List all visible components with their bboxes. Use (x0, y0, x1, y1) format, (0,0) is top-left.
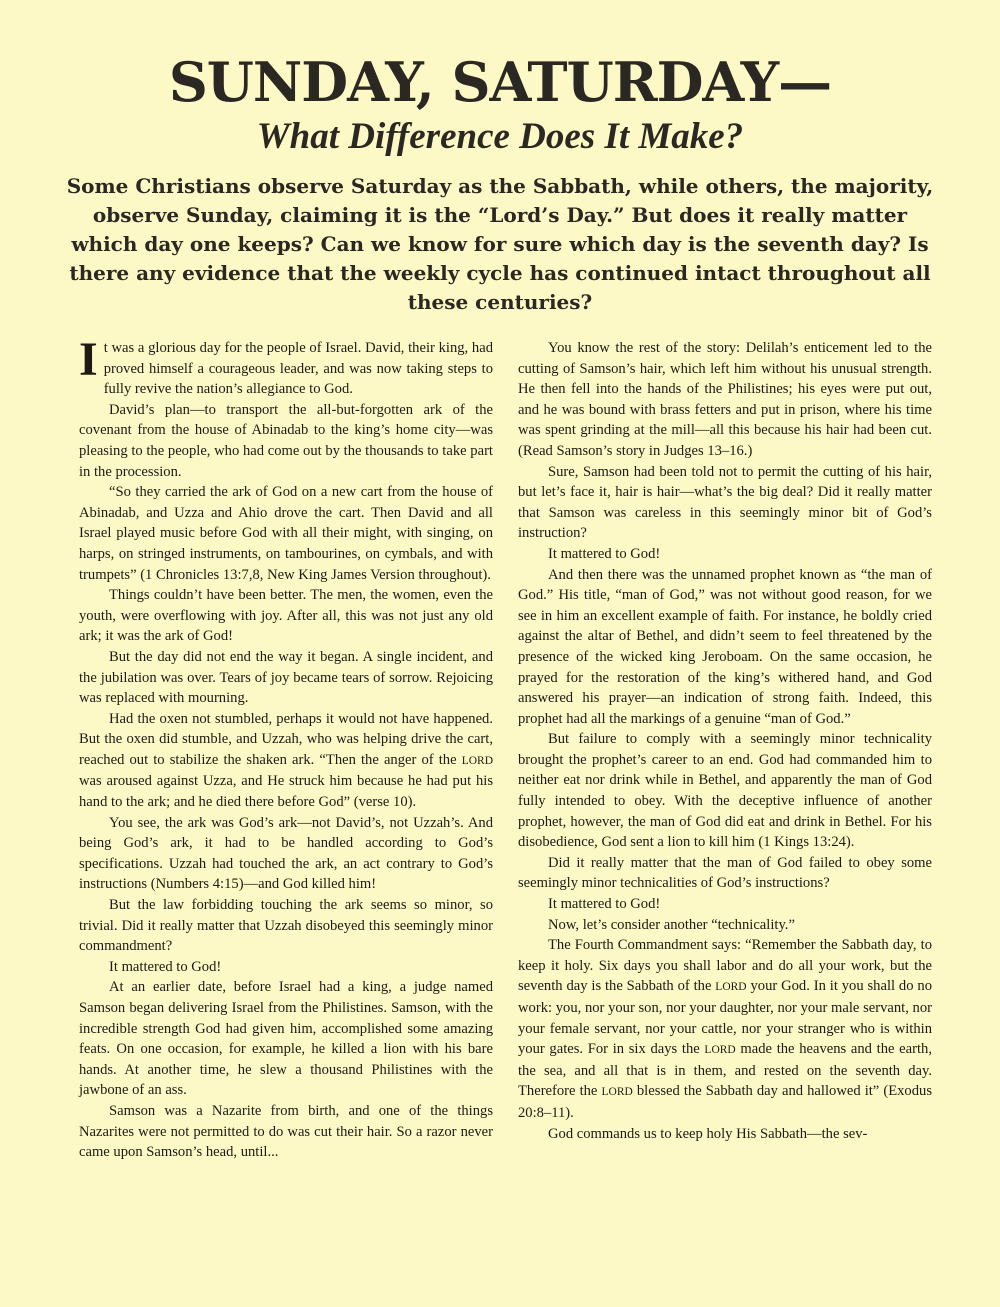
paragraph-text: The Fourth Commandment says: “Remember the Sabbath day, to keep it holy. Six days you shall labor and do all your work, but the seventh day is the Sabbath of the (518, 937, 932, 995)
lord-smallcaps: LORD (601, 1086, 633, 1099)
paragraph: You see, the ark was God’s ark—not David’s, not Uzzah’s. And being God’s ark, it had to be handled according to God’s specifications. Uzzah had touched the ark, an act contrary to God’s instructions (Numbers 4:15)—and God killed him! (79, 814, 493, 893)
paragraph: God commands us to keep holy His Sabbath—the sev- (548, 1125, 868, 1142)
paragraph-text: was aroused against Uzza, and He struck him because he had put his hand to the ark; and he died there before God” (verse 10). (79, 773, 493, 811)
paragraph: Samson was a Nazarite from birth, and one of the things Nazarites were not permitted to do was cut their hair. So a razor never came upon Samson’s head, until... (79, 1102, 493, 1161)
paragraph: You know the rest of the story: Delilah’s enticement led to the cutting of Samson’s hair, which left him without his unusual strength. He then fell into the hands of the Philistines; his eyes were put out, and he was bound with brass fetters and put in prison, where his time was spent grinding at the mill—all this because his hair had been cut. (Read Samson’s story in Judges 13–16.) (518, 340, 932, 459)
drop-cap: I (79, 333, 98, 386)
paragraph-text: Had the oxen not stumbled, perhaps it would not have happened. But the oxen did stumble, and Uzzah, who was helping drive the cart, reached out to stabilize the shaken ark. “Then the anger of the (79, 710, 493, 768)
paragraph: It mattered to God! (548, 896, 661, 913)
paragraph: But failure to comply with a seemingly minor technicality brought the prophet’s career to an end. God had commanded him to neither eat nor drink while in Bethel, and apparently the man of God fully intended to obey. With the deceptive influence of another prophet, however, the man of God did eat and drink in Bethel. For his disobedience, God sent a lion to kill him (1 Kings 13:24). (518, 731, 932, 851)
paragraph (79, 709, 493, 813)
paragraph-text: t was a glorious day for the people of Israel. David, their king, had proved himself a courageous leader, and was now taking steps to fully revive the nation’s allegiance to God. (103, 340, 493, 398)
paragraph: “So they carried the ark of God on a new cart from the house of Abinadab, and Uzza and Ahio drove the cart. Then David and all Israel played music before God with all their might, with singing, on harps, on stringed instruments, on tambourines, on cymbals, and with trumpets” (1 Chronicles 13:7,8, New King James Version throughout). (79, 484, 493, 583)
paragraph: It mattered to God! (548, 545, 661, 562)
right-column (518, 338, 932, 1144)
paragraph: But the day did not end the way it began. A single incident, and the jubilation was over. Tears of joy became tears of sorrow. Rejoicing was replaced with mourning. (79, 648, 493, 707)
paragraph-text: made the heavens and the earth, the sea, and all that is in them, and rested on the seventh day. Therefore the (518, 1041, 932, 1100)
lord-smallcaps: LORD (715, 981, 747, 994)
paragraph (79, 333, 493, 400)
left-column (79, 333, 493, 1163)
paragraph-text: blessed the Sabbath day and hallowed it” (Exodus 20:8–11). (518, 1083, 932, 1121)
subheadline: What Difference Does It Make? (256, 116, 744, 157)
paragraph-text: your God. In it you shall do no work: you, nor your son, nor your daughter, nor your male servant, nor your female servant, nor your cattle, nor your stranger who is within your gates. For in six days the (518, 978, 932, 1058)
paragraph: Things couldn’t have been better. The men, the women, even the youth, were overflowing with joy. After all, this was not just any old ark; it was the ark of God! (79, 587, 493, 645)
paragraph: And then there was the unnamed prophet known as “the man of God.” His title, “man of God,” was not without good reason, for we see in him an excellent example of faith. For instance, he boldly cried against the altar of Bethel, and didn’t seem to feel threatened by the presence of the wicked king Jeroboam. On the same occasion, he prayed for the restoration of the king’s withered hand, and God answered his prayer—an indication of strong faith. Indeed, this prophet had all the markings of a genuine “man of God.” (518, 566, 932, 727)
paragraph: Sure, Samson had been told not to permit the cutting of his hair, but let’s face it, hair is hair—what’s the big deal? Did it really matter that Samson was careless in this seemingly minor bit of God’s instruction? (518, 463, 932, 542)
deck-intro: Some Christians observe Saturday as the Sabbath, while others, the majority, observe Sunday, claiming it is the “Lord’s Day.” But does it really matter which day one keeps? Can we know for sure which day is the seventh day? Is there any evidence that the weekly cycle has continued intact throughout all these centuries? (66, 174, 934, 314)
paragraph: But the law forbidding touching the ark seems so minor, so trivial. Did it really matter that Uzzah disobeyed this seemingly minor commandment? (79, 897, 493, 955)
paragraph: Now, let’s consider another “technicality.” (548, 916, 795, 933)
lord-smallcaps: LORD (461, 754, 493, 767)
paragraph: It mattered to God! (109, 958, 222, 975)
lord-smallcaps: LORD (704, 1044, 736, 1057)
paragraph: At an earlier date, before Israel had a king, a judge named Samson began delivering Israel from the Philistines. Samson, with the incredible strength God had given him, accomplished some amazing feats. On one occasion, for example, he killed a lion with his bare hands. At another time, he slew a thousand Philistines with the jawbone of an ass. (79, 979, 493, 1099)
headline: SUNDAY, SATURDAY— (168, 50, 832, 114)
paragraph (518, 935, 932, 1123)
paragraph: David’s plan—to transport the all-but-forgotten ark of the covenant from the house of Abinadab to the king’s home city—was pleasing to the people, who had come out by the thousands to take part in the procession. (79, 401, 493, 480)
paragraph: Did it really matter that the man of God failed to obey some seemingly minor technicalities of God’s instructions? (518, 854, 932, 892)
